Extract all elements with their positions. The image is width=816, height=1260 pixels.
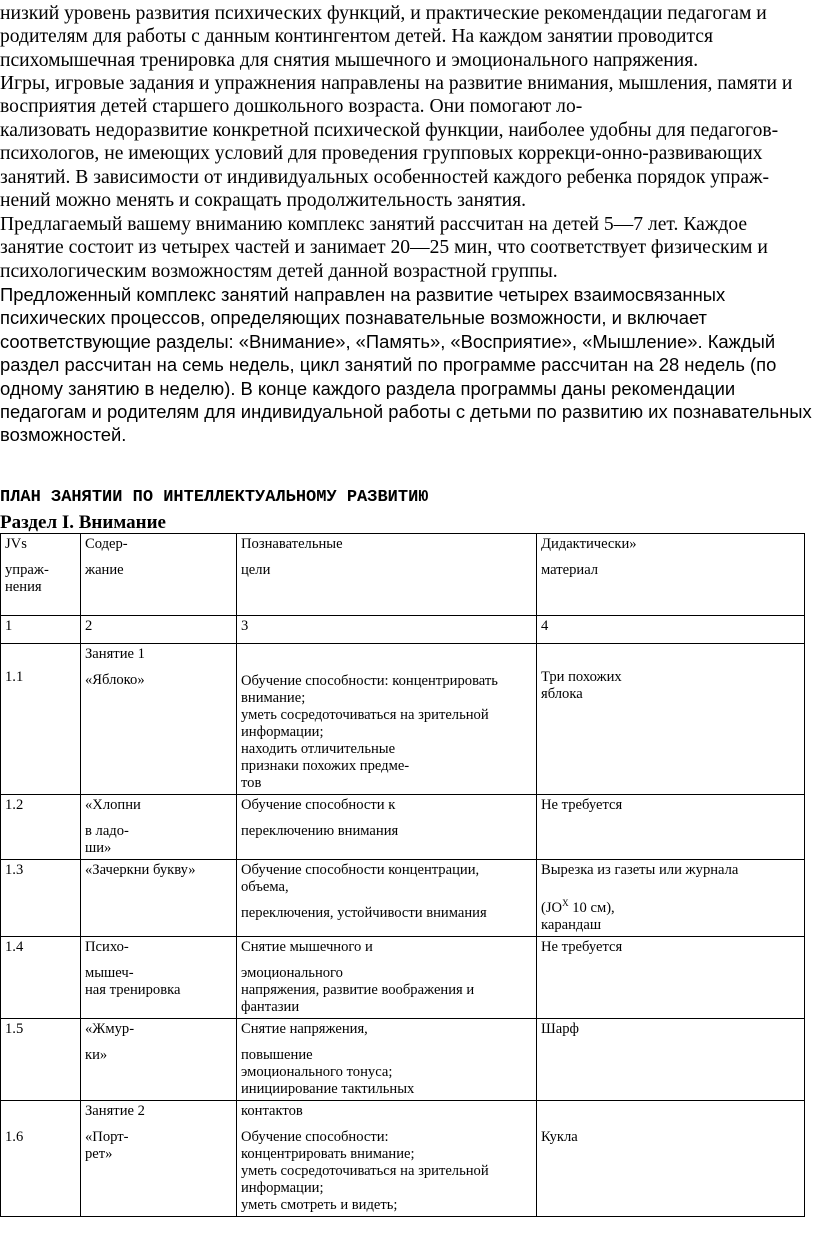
row-number-cell (1, 795, 81, 860)
row-number-cell (1, 936, 81, 1018)
column-number-cell: 3 (237, 616, 537, 644)
content-text: рет» (85, 1145, 113, 1162)
goals-text: внимание; (241, 690, 306, 706)
table-header-row (1, 534, 805, 616)
content-text: «Жмур- (85, 1020, 135, 1037)
header-text: материал (541, 562, 599, 578)
row-material-cell (537, 936, 805, 1018)
column-number-cell: 1 (1, 616, 81, 644)
goals-text: переключения, устойчивости внимания (241, 905, 487, 921)
content-text: ная тренировка (85, 981, 181, 998)
content-text: «Зачеркни букву» (85, 862, 196, 878)
goals-text: Обучение способности концентрации, (241, 862, 480, 878)
material-size-suffix: 10 см), (568, 899, 615, 916)
row-content-cell (81, 644, 237, 795)
content-text: ши» (85, 840, 112, 856)
table-row (1, 936, 805, 1018)
text-line: соответствующие разделы: «Внимание», «Память», «Восприятие», «Мышление». Каждый (0, 330, 776, 352)
goals-text: уметь смотреть и видеть; (241, 1196, 398, 1213)
header-text: цели (241, 562, 271, 578)
header-text: упраж- (5, 562, 49, 578)
text-line: Предложенный комплекс занятий направлен на развитие четырех взаимосвязанных (0, 284, 726, 305)
row-material-cell (537, 860, 805, 937)
header-cell-goals (237, 534, 537, 616)
content-text: в ладо- (85, 823, 129, 839)
header-cell-material (537, 534, 805, 616)
column-number-cell: 2 (81, 616, 237, 644)
row-material-cell (537, 644, 805, 795)
table-row (1, 1100, 805, 1216)
text-line: низкий уровень развития психических функций, и практические рекомендации педагогам и (0, 3, 767, 24)
content-text: ки» (85, 1046, 108, 1063)
row-material-cell (537, 795, 805, 860)
text-line: занятие состоит из четырех частей и занимает 20—25 мин, что соответствует физическим и (0, 237, 768, 259)
material-text: Шарф (541, 1020, 579, 1037)
text-line: родителям для работы с данным контингентом детей. На каждом занятии проводится (0, 26, 713, 48)
row-number: 1.6 (5, 1128, 24, 1145)
row-content-cell (81, 936, 237, 1018)
table-row (1, 644, 805, 795)
row-content-cell (81, 1018, 237, 1100)
goals-text: фантазии (241, 998, 300, 1015)
column-number-cell: 4 (537, 616, 805, 644)
row-goals-cell (237, 1100, 537, 1216)
section-title: Раздел I. Внимание (0, 512, 166, 533)
goals-text: контактов (241, 1102, 303, 1119)
goals-text: концентрировать внимание; (241, 1145, 415, 1162)
row-number-cell (1, 644, 81, 795)
goals-text: повышение (241, 1046, 313, 1063)
goals-text: уметь сосредоточиваться на зрительной (241, 707, 489, 723)
material-text: Три похожих (541, 669, 622, 685)
row-material-cell (537, 1018, 805, 1100)
row-number: 1.3 (5, 862, 24, 878)
goals-text: информации; (241, 1179, 324, 1196)
goals-text: Обучение способности: концентрировать (241, 673, 498, 689)
goals-text: тов (241, 775, 262, 791)
table-row (1, 1018, 805, 1100)
header-text: жание (85, 562, 124, 578)
text-line: раздел рассчитан на семь недель, цикл занятий по программе рассчитан на 28 недель (по (0, 354, 777, 376)
text-line: педагогам и родителям для индивидуальной работы с детьми по развитию их познавательных (0, 401, 812, 423)
row-number-cell (1, 860, 81, 937)
material-text: карандаш (541, 916, 602, 933)
row-goals-cell (237, 936, 537, 1018)
text-line: занятий. В зависимости от индивидуальных особенностей каждого ребенка порядок упраж- (0, 166, 770, 188)
row-goals-cell (237, 860, 537, 937)
goals-text: признаки похожих предме- (241, 758, 410, 774)
material-text: яблока (541, 686, 583, 702)
row-goals-cell (237, 644, 537, 795)
header-text: Познавательные (241, 536, 343, 552)
header-text: нения (5, 579, 42, 595)
plan-title: ПЛАН ЗАНЯТИИ ПО ИНТЕЛЛЕКТУАЛЬНОМУ РАЗВИТИЮ (0, 488, 429, 507)
table-row (1, 860, 805, 937)
row-material-cell (537, 1100, 805, 1216)
content-text: Психо- (85, 938, 129, 955)
goals-text: эмоционального тонуса; (241, 1063, 393, 1080)
content-text: «Яблоко» (85, 672, 145, 688)
header-text: Дидактически» (541, 536, 637, 552)
material-size-prefix: (JO (541, 899, 563, 916)
content-text: «Хлопни (85, 797, 141, 813)
paragraph-intro (0, 2, 816, 72)
text-line: психологов, не имеющих условий для проведения групповых коррекци-онно-развивающих (0, 143, 763, 165)
paragraph-program (0, 283, 816, 447)
text-line: психологическим возможностям детей данной возрастной группы. (0, 260, 558, 282)
goals-text: инициирование тактильных (241, 1080, 415, 1097)
row-number-cell (1, 1100, 81, 1216)
goals-text: напряжения, развитие воображения и (241, 981, 475, 998)
header-cell-number (1, 534, 81, 616)
row-goals-cell (237, 795, 537, 860)
header-text: JVs (5, 536, 27, 552)
text-line: одному занятию в неделю). В конце каждого раздела программы даны рекомендации (0, 377, 736, 399)
row-goals-cell (237, 1018, 537, 1100)
lesson-plan-table (0, 533, 805, 1217)
paragraph-games (0, 72, 816, 212)
goals-text: Снятие мышечного и (241, 938, 373, 955)
header-cell-content (81, 534, 237, 616)
text-line: нений можно менять и сокращать продолжительность занятия. (0, 190, 527, 212)
lesson-label: Занятие 2 (85, 1102, 145, 1119)
content-text: «Порт- (85, 1128, 129, 1145)
text-line: возможностей. (0, 424, 127, 446)
goals-text: информации; (241, 724, 324, 740)
goals-text: Обучение способности: (241, 1128, 389, 1145)
goals-text: уметь сосредоточиваться на зрительной (241, 1162, 489, 1179)
material-text: Не требуется (541, 938, 623, 955)
goals-text: объема, (241, 879, 289, 895)
material-text: Вырезка из газеты или журнала (541, 862, 739, 878)
text-line: Игры, игровые задания и упражнения направлены на развитие внимания, мышления, памяти и (0, 73, 793, 94)
row-number: 1.5 (5, 1020, 24, 1037)
goals-text: переключению внимания (241, 823, 399, 839)
row-content-cell (81, 860, 237, 937)
row-number: 1.4 (5, 938, 24, 955)
table-row (1, 795, 805, 860)
material-text: Кукла (541, 1128, 578, 1145)
row-number: 1.1 (5, 669, 24, 685)
row-content-cell (81, 1100, 237, 1216)
goals-text: Обучение способности к (241, 797, 396, 813)
header-text: Содер- (85, 536, 128, 552)
paragraph-complex (0, 213, 816, 283)
material-text (541, 895, 800, 917)
row-number: 1.2 (5, 797, 24, 813)
content-text: мышеч- (85, 964, 134, 981)
goals-text: Снятие напряжения, (241, 1020, 368, 1037)
text-line: психических процессов, определяющих познавательные возможности, и включает (0, 307, 707, 329)
goals-text: эмоционального (241, 964, 343, 981)
text-line: восприятия детей старшего дошкольного возраста. Они помогают ло- (0, 96, 583, 118)
text-line: психомышечная тренировка для снятия мышечного и эмоционального напряжения. (0, 49, 699, 71)
row-number-cell (1, 1018, 81, 1100)
material-text: Не требуется (541, 797, 623, 813)
lesson-label: Занятие 1 (85, 646, 145, 662)
material-size-superscript: X (562, 898, 569, 908)
goals-text: находить отличительные (241, 741, 396, 757)
text-line: кализовать недоразвитие конкретной психической функции, наиболее удобны для педагогов- (0, 119, 779, 141)
row-content-cell (81, 795, 237, 860)
text-line: Предлагаемый вашему вниманию комплекс занятий рассчитан на детей 5—7 лет. Каждое (0, 214, 748, 235)
table-number-row (1, 616, 805, 644)
